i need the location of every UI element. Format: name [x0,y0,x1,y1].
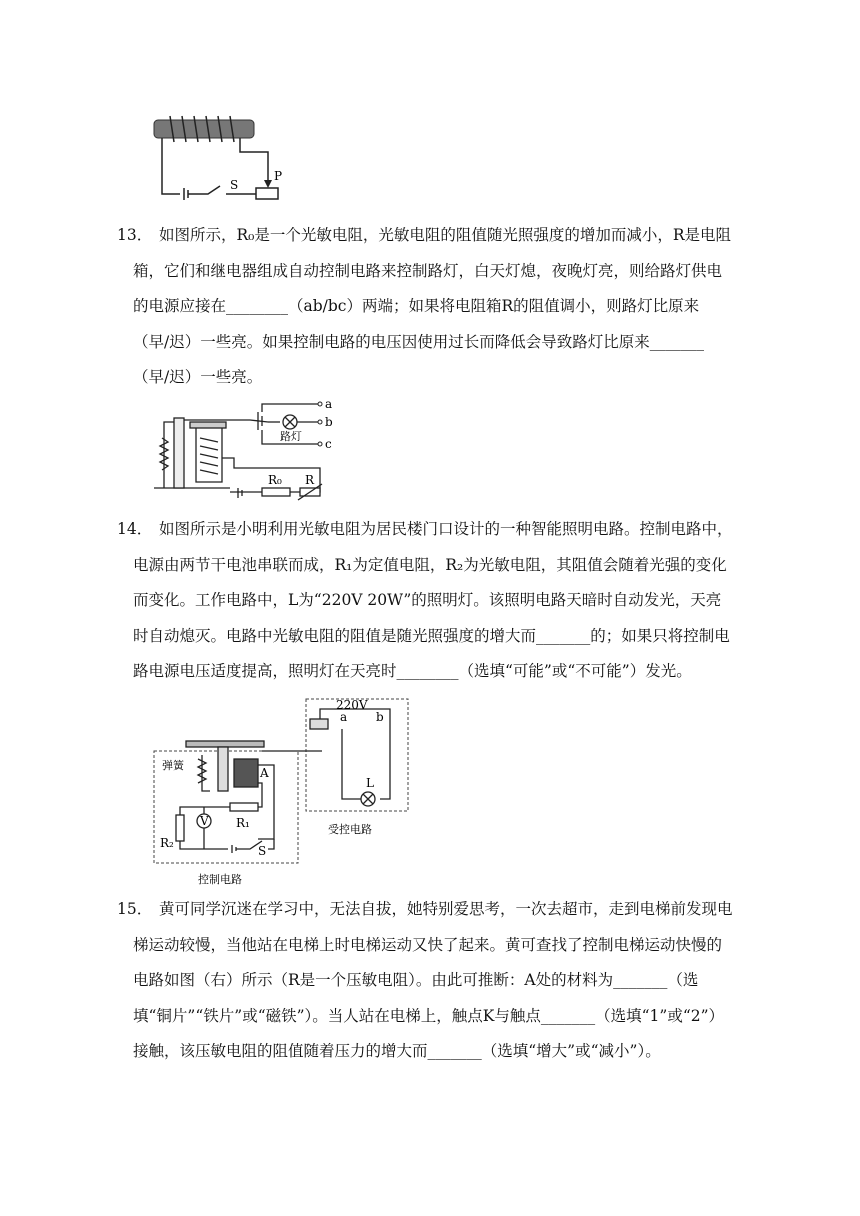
control-circuit-label: 控制电路 [198,873,242,886]
question-number: 14． [117,520,153,538]
figure-12-electromagnet-circuit [150,110,290,205]
question-number: 15． [117,900,153,918]
spring-label: 弹簧 [162,759,184,772]
question-15 [117,892,733,1070]
question-text: 如图所示，R₀是一个光敏电阻，光敏电阻的阻值随光照强度的增加而减小，R是电阻箱，它们和继电器组成自动控制电路来控制路灯，白天灯熄，夜晚灯亮，则给路灯供电的电源应接在________（ab/bc）两端；如果将电阻箱R的阻值调小，则路灯比原来（早/迟）一些亮。如果控制电路的电压因使用过长而降低会导致路灯比原来_______（早/迟）一些亮。 [133,226,732,386]
terminal-a: a [325,398,333,411]
switch-label: S [230,178,239,192]
controlled-circuit-label: 受控电路 [328,823,372,836]
contact-b-label: b [376,710,384,724]
lamp-label: 路灯 [280,430,302,443]
voltage-label: 220V [336,698,368,712]
lamp-l-label: L [366,776,374,790]
question-14 [117,512,733,690]
question-number: 13． [117,226,153,244]
voltmeter-label: V [200,814,209,828]
question-text: 黄可同学沉迷在学习中，无法自拔，她特别爱思考，一次去超市，走到电梯前发现电梯运动较慢，当他站在电梯上时电梯运动又快了起来。黄可查找了控制电梯运动快慢的电路如图（右）所示（R是一个压敏电阻）。由此可推断：A处的材料为_______（选填“铜片”“铁片”或“磁铁”）。当人站在电梯上，触点K与触点_______（选填“1”或“2”）接触，该压敏电阻的阻值随着压力的增大而_______（选填“增大”或“减小”）。 [133,900,733,1060]
terminal-c: c [325,437,332,451]
r1-label: R₁ [236,816,250,830]
contact-a-label: a [340,710,348,724]
figure-14-smart-lighting-circuit [150,695,415,887]
figure-13-relay-streetlight-circuit [150,398,350,506]
armature-a-label: A [260,766,269,780]
question-13 [117,218,733,396]
switch-s-label: S [258,844,267,858]
r2-label: R₂ [160,836,174,850]
question-text: 如图所示是小明利用光敏电阻为居民楼门口设计的一种智能照明电路。控制电路中，电源由两节干电池串联而成，R₁为定值电阻，R₂为光敏电阻，其阻值会随着光强的变化而变化。工作电路中，L为“220V 20W”的照明灯。该照明电路天暗时自动发光，天亮时自动熄灭。电路中光敏电阻的阻值是随光照强度的增大而_______的；如果只将控制电路电源电压适度提高，照明灯在天亮时________（选填“可能”或“不可能”）发光。 [133,520,733,680]
r0-label: R₀ [268,473,282,487]
terminal-b: b [325,415,333,429]
slider-label: P [274,169,283,183]
r-label: R [305,473,315,487]
